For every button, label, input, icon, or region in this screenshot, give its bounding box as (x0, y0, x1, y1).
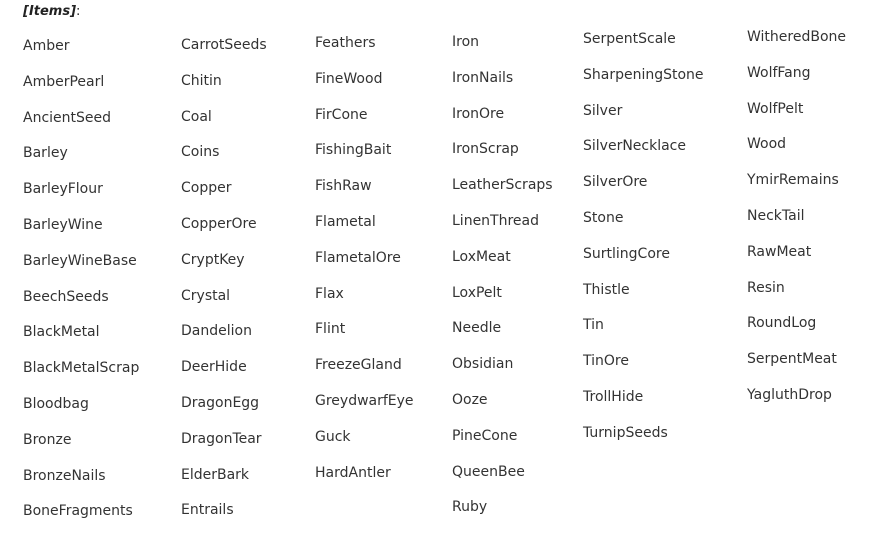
item-name: Amber (23, 38, 70, 54)
item-name: QueenBee (452, 463, 525, 480)
item-name: Iron (452, 34, 480, 50)
item-name: SerpentScale (583, 31, 676, 47)
item-name: TinOre (583, 353, 629, 370)
item-name: CopperOre (181, 215, 257, 232)
item-name: Dandelion (181, 323, 252, 340)
item-name: Entrails (181, 502, 234, 519)
item-name: WolfFang (747, 64, 811, 81)
item-name: DeerHide (181, 359, 247, 376)
items-heading-suffix: : (76, 4, 81, 19)
item-name: TurnipSeeds (583, 424, 668, 441)
item-name: DragonTear (181, 430, 262, 447)
item-name: LoxMeat (452, 248, 511, 265)
item-name: Tin (583, 317, 604, 334)
item-name: FirCone (315, 106, 368, 123)
item-name: Feathers (315, 35, 376, 51)
item-name: SerpentMeat (747, 351, 837, 368)
item-name: BronzeNails (23, 467, 106, 484)
item-name: Wood (747, 136, 787, 153)
items-column-1 (23, 36, 139, 537)
item-name: Thistle (583, 281, 630, 298)
item-name: CarrotSeeds (181, 37, 267, 53)
items-column-3 (315, 33, 414, 498)
items-column-5 (583, 29, 704, 459)
item-name: Barley (23, 145, 68, 162)
item-name: BarleyWine (23, 216, 103, 233)
item-name: Chitin (181, 72, 222, 89)
item-name: BoneFragments (23, 503, 133, 520)
item-name: NeckTail (747, 207, 805, 224)
item-name: BlackMetal (23, 324, 100, 341)
item-name: Copper (181, 180, 232, 197)
item-name: IronScrap (452, 141, 519, 158)
item-name: DragonEgg (181, 394, 260, 411)
item-name: FlametalOre (315, 249, 401, 266)
item-name: Needle (452, 320, 502, 337)
item-name: Guck (315, 428, 351, 445)
item-name: PineCone (452, 427, 518, 444)
item-name: GreydwarfEye (315, 392, 414, 409)
item-name: AmberPearl (23, 73, 105, 90)
items-column-2 (181, 35, 267, 536)
item-name: AncientSeed (23, 109, 112, 126)
item-name: CryptKey (181, 251, 245, 268)
item-name: Coins (181, 144, 220, 161)
items-heading (23, 3, 80, 21)
item-name: BlackMetalScrap (23, 360, 140, 377)
item-name: Ooze (452, 391, 488, 408)
item-name: FishRaw (315, 178, 372, 195)
item-name: BarleyWineBase (23, 252, 137, 269)
item-name: Flametal (315, 213, 376, 230)
item-name: IronNails (452, 69, 514, 86)
item-name: RawMeat (747, 243, 812, 260)
item-name: YmirRemains (747, 172, 839, 189)
item-name: RoundLog (747, 315, 817, 332)
item-name: TrollHide (583, 388, 644, 405)
item-name: SharpeningStone (583, 66, 704, 83)
item-name: SilverNecklace (583, 138, 686, 155)
items-column-4 (452, 32, 553, 533)
item-name: Crystal (181, 287, 231, 304)
item-name: IronOre (452, 105, 505, 122)
item-name: WitheredBone (747, 29, 847, 45)
item-name: LinenThread (452, 212, 540, 229)
item-name: LeatherScraps (452, 177, 553, 194)
item-name: Resin (747, 279, 785, 296)
item-name: SilverOre (583, 174, 648, 191)
item-name: Bloodbag (23, 395, 89, 412)
item-name: Silver (583, 102, 623, 119)
item-name: Stone (583, 209, 624, 226)
item-name: LoxPelt (452, 284, 502, 301)
item-name: SurtlingCore (583, 245, 670, 262)
item-name: Bronze (23, 431, 72, 448)
items-column-6 (747, 27, 846, 421)
item-name: Obsidian (452, 356, 514, 373)
item-name: Ruby (452, 499, 488, 516)
item-name: FreezeGland (315, 357, 402, 374)
item-name: BarleyFlour (23, 181, 103, 198)
item-name: ElderBark (181, 466, 250, 483)
item-name: Flint (315, 321, 346, 338)
item-name: Flax (315, 285, 344, 302)
items-heading-tag: [Items] (23, 4, 77, 19)
item-name: FineWood (315, 70, 383, 87)
item-name: WolfPelt (747, 100, 804, 117)
item-name: BeechSeeds (23, 288, 109, 305)
item-name: HardAntler (315, 464, 391, 481)
item-name: Coal (181, 108, 212, 125)
item-name: YagluthDrop (747, 386, 832, 403)
item-name: FishingBait (315, 142, 392, 159)
